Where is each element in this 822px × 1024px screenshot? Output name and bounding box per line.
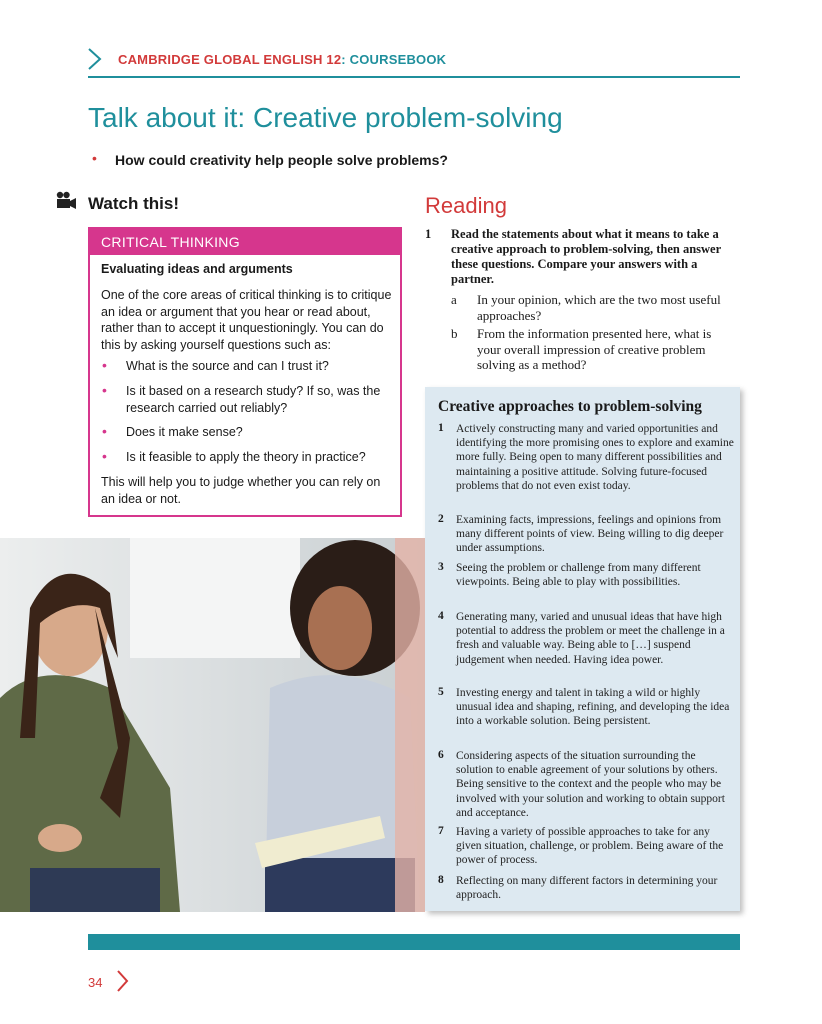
sub-item-text: In your opinion, which are the two most useful approaches?: [477, 292, 721, 323]
footer-bar: [88, 934, 740, 950]
bullet: •: [92, 150, 97, 166]
sub-item-letter: b: [451, 326, 458, 341]
item-number: 8: [438, 874, 444, 886]
list-item: What is the source and can I trust it?: [126, 359, 329, 373]
critical-thinking-subheading: Evaluating ideas and arguments: [101, 262, 293, 276]
critical-thinking-heading: CRITICAL THINKING: [90, 229, 400, 255]
page-title: Talk about it: Creative problem-solving: [88, 102, 563, 133]
item-number: 4: [438, 610, 444, 622]
item-number: 5: [438, 686, 444, 698]
list-item: Reflecting on many different factors in determining your approach.: [456, 875, 718, 902]
list-item: Examining facts, impressions, feelings and opinions from many different points of view. Being willing to dig deeper under assumptions.: [456, 514, 724, 555]
creative-approaches-heading: Creative approaches to problem-solving: [438, 398, 702, 415]
discussion-question: How could creativity help people solve problems?: [115, 152, 448, 168]
page-number: 34: [88, 975, 103, 990]
task-number: 1: [425, 227, 432, 241]
list-item: Seeing the problem or challenge from many different viewpoints. Being able to play with possibilities.: [456, 562, 701, 589]
list-item: Having a variety of possible approaches to take for any given situation, challenge, or problem. Being aware of the power of process.: [456, 826, 724, 867]
list-item: Actively constructing many and varied opportunities and identifying the more promising ones to explore and examine more fully. Being open to many different possibilities and maintaining a positive attitude. Solving future-focused problems that do not even exist today.: [456, 423, 734, 492]
header-rule: [88, 76, 740, 78]
watch-this-heading: Watch this!: [88, 194, 179, 213]
list-item: Is it based on a research study? If so, was the research carried out reliably?: [126, 384, 381, 415]
task-instructions: Read the statements about what it means to take a creative approach to problem-solving, then answer these questions. Compare your answers with a partner.: [451, 227, 721, 286]
item-number: 2: [438, 513, 444, 525]
item-number: 3: [438, 561, 444, 573]
reading-heading: Reading: [425, 193, 507, 218]
bullet: •: [102, 448, 107, 464]
item-number: 7: [438, 825, 444, 837]
chevron-right-icon: [114, 968, 130, 994]
bullet: •: [102, 423, 107, 439]
video-camera-icon: [55, 191, 77, 211]
critical-thinking-outro: This will help you to judge whether you can rely on an idea or not.: [101, 475, 381, 506]
list-item: Investing energy and talent in taking a wild or highly unusual idea and shaping, refining, and developing the idea into a workable solution. Being persistent.: [456, 687, 730, 728]
chevron-right-icon: [84, 47, 106, 71]
list-item: Considering aspects of the situation surrounding the solution to enable agreement of your solutions by others. Being sensitive to the context and the people who may be involved with your solution and working to obtain support and acceptance.: [456, 750, 725, 819]
list-item: Generating many, varied and unusual ideas that have high potential to address the problem or meet the challenge in a fresh and valuable way. Being able to […] suspend judgement when needed. Having idea power.: [456, 611, 725, 666]
list-item: Is it feasible to apply the theory in practice?: [126, 450, 366, 464]
list-item: Does it make sense?: [126, 425, 243, 439]
bullet: •: [102, 357, 107, 373]
item-number: 6: [438, 749, 444, 761]
book-title: CAMBRIDGE GLOBAL ENGLISH 12: COURSEBOOK: [118, 52, 447, 67]
item-number: 1: [438, 422, 444, 434]
bullet: •: [102, 382, 107, 398]
sub-item-text: From the information presented here, what is your overall impression of creative problem solving as a method?: [477, 326, 712, 372]
critical-thinking-intro: One of the core areas of critical thinking is to critique an idea or argument that you hear or read about, rather than to accept it unquestioningly. You can do this by asking yourself questions such as:: [101, 288, 392, 352]
sub-item-letter: a: [451, 292, 457, 307]
students-discussion-photo: [0, 538, 425, 912]
